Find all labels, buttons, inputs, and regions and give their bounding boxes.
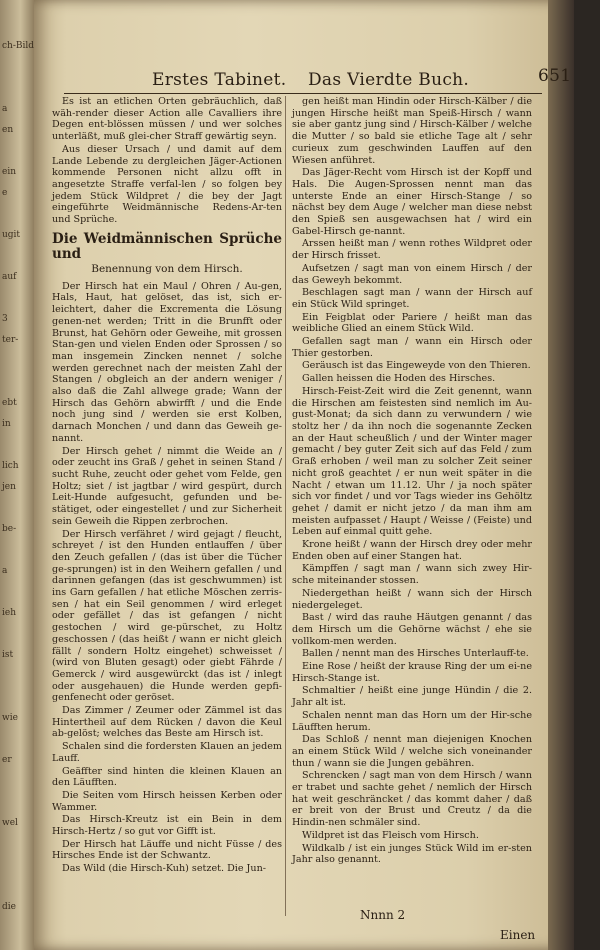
- prev-page-fragment: a: [2, 104, 8, 114]
- paragraph: Schmaltier / heißt eine junge Hündin / die 2. Jahr alt ist.: [292, 685, 532, 709]
- left-column: [52, 96, 282, 876]
- paragraph: Ballen / nennt man des Hirsches Unterlauff-te.: [302, 648, 529, 660]
- prev-page-fragment: ist: [2, 650, 14, 660]
- paragraph: Das Jäger-Recht vom Hirsch ist der Kopff und Hals. Die Augen-Sprossen nennt man das unterste Ende an einer Hirsch-Stange / so nächst bey dem Auge / welcher man diese nebst den Spieß sen ausgewachsen hat / wird ein Gabel-Hirsch ge-nannt.: [292, 167, 532, 237]
- prev-page-fragment: die: [2, 902, 16, 912]
- prev-page-fragment: wel: [2, 818, 18, 828]
- prev-page-fragment: ein: [2, 167, 17, 177]
- paragraph: Geäffter sind hinten die kleinen Klauen an den Läufften.: [52, 765, 282, 789]
- paragraph: Ein Feigblat oder Pariere / heißt man das weibliche Glied an einem Stück Wild.: [292, 311, 532, 335]
- paragraph: Das Wild (die Hirsch-Kuh) setzet. Die Jun-: [62, 863, 267, 875]
- section-heading: [52, 232, 282, 277]
- paragraph: Wildkalb / ist ein junges Stück Wild im er-sten Jahr also genannt.: [292, 842, 532, 866]
- prev-page-fragment: jen: [2, 482, 16, 492]
- header-left: Erstes Tabinet.: [152, 70, 287, 90]
- prev-page-fragment: ugit: [2, 230, 21, 240]
- prev-page-fragment: ebt: [2, 398, 17, 408]
- paragraph: Der Hirsch hat ein Maul / Ohren / Au-gen, Hals, Haut, hat gelöset, das ist, sich er-leichtert, daher die Excrementa die Lösung genen-net werden; Tritt in die Brunfft oder Brunst, hat Gehörn oder Geweihe, mit grossen Stan-gen und vielen Enden oder Sprossen / so man insgemein Zincken nennet / solche werden gerechnet nach der meisten Zahl der Stangen / obgleich an der andern weniger / also daß die Zahl allwege grade; Wann der Hirsch das Gehörn abwirfft / und die Ende noch jung sind / werden sie erst Kolben, darnach Monchen / und dann das Geweih ge-nannt.: [52, 280, 282, 444]
- catchword: Einen: [500, 928, 536, 942]
- paragraph: Der Hirsch hat Läuffe und nicht Füsse / des Hirsches Ende ist der Schwantz.: [52, 838, 282, 862]
- prev-page-fragment: ter-: [2, 335, 19, 345]
- paragraph: Wildpret ist das Fleisch vom Hirsch.: [302, 829, 479, 841]
- prev-page-fragment: lich: [2, 461, 19, 471]
- paragraph: Kämpffen / sagt man / wann sich zwey Hir-sche miteinander stossen.: [292, 563, 532, 587]
- column-divider: [285, 96, 286, 916]
- paragraph: Gallen heissen die Hoden des Hirsches.: [302, 373, 496, 385]
- paragraph: Das Zimmer / Zeumer oder Zämmel ist das Hintertheil auf dem Rücken / davon die Keul ab-gelöst; welches das Beste am Hirsch ist.: [52, 705, 282, 740]
- prev-page-fragment: auf: [2, 272, 17, 282]
- paragraph: Das Schloß / nennt man diejenigen Knochen an einem Stück Wild / welche sich voneinander thun / wann sie die Jungen gebähren.: [292, 734, 532, 769]
- previous-page-edge: [0, 0, 34, 950]
- paragraph: Arssen heißt man / wenn rothes Wildpret oder der Hirsch frisset.: [292, 238, 532, 262]
- paragraph: Es ist an etlichen Orten gebräuchlich, daß wäh-render dieser Action alle Cavalliers ihre Degen ent-blössen müssen / und wer solches unterläßt, muß glei-cher Straff gewärtig seyn.: [52, 96, 282, 143]
- prev-page-fragment: en: [2, 125, 14, 135]
- prev-page-fragment: ieh: [2, 608, 17, 618]
- paragraph: Gefallen sagt man / wann ein Hirsch oder Thier gestorben.: [292, 336, 532, 359]
- paragraph: Die Seiten vom Hirsch heissen Kerben oder Wammer.: [52, 789, 282, 813]
- paragraph: Der Hirsch verfähret / wird gejagt / fleucht, schreyet / ist den Hunden entlauffen / über den Zeuch gefallen / (das ist über die Tücher ge-sprungen) ist in den Weihern gefallen / und darinnen gefangen (das ist geschwummen) ist ins Garn gefallen / hat etliche Möschen zerris-sen / hat ein Seil genommen / wird erleget oder gefället / das ist gefangen / nicht gestochen / wird ge-pürschet, zu Holtz geschossen / (das heißt / wann er nicht gleich fällt / sondern Holtz eingehet) schweisset / (wird von Bluten gesagt) oder giebt Fährde / Gemerck / wird ausgewürckt (das ist / inlegt oder ausgehauen) die Hunde werden gepfi-genfenecht oder geröset.: [52, 528, 282, 704]
- paragraph: Schrencken / sagt man von dem Hirsch / wann er trabet und sachte gehet / nemlich der Hirsch hat weit geschräncket / das kommt daher / daß er breit von der Brust und Creutz / da die Hindin-nen schmäler sind.: [292, 770, 532, 829]
- paragraph: Hirsch-Feist-Zeit wird die Zeit genennt, wann die Hirschen am feistesten sind nemlich im Au-gust-Monat; da sich dann zu verwundern / wie stoltz her / da ihn noch die sogenannte Zecken an der Haut scheußlich / und der Winter mager gemacht / bey guter Zeit sich auf das Feld / zum Graß erhoben / weil man zu solcher Zeit seiner nicht groß geachtet / er nun weit später in die Nacht / etwan um 11.12. Uhr / ja noch später sich vor findet / und vor Tags wieder ins Gehöltz gehet / damit er nicht jetzo / da man ihm am meisten aufpasset / Haupt / Weisse / (Feiste) und Leben auf einmal quitt gehe.: [292, 385, 532, 538]
- prev-page-fragment: a: [2, 566, 8, 576]
- header-rule: [64, 93, 542, 94]
- paragraph: Geräusch ist das Eingeweyde von den Thieren.: [302, 360, 531, 372]
- paragraph: Aufsetzen / sagt man von einem Hirsch / der das Geweyh bekommt.: [292, 262, 532, 286]
- prev-page-fragment: e: [2, 188, 8, 198]
- paragraph: gen heißt man Hindin oder Hirsch-Kälber / die jungen Hirsche heißt man Speiß-Hirsch / wann sie aber gantz jung sind / Hirsch-Kälber / welche die Mutter / so bald sie etliche Tage alt / sehr curieux zum geschwinden Lauffen auf den Wiesen anführet.: [292, 96, 532, 166]
- prev-page-fragment: 3: [2, 314, 8, 324]
- paragraph: Das Hirsch-Kreutz ist ein Bein in dem Hirsch-Hertz / so gut vor Gifft ist.: [52, 814, 282, 838]
- prev-page-fragment: in: [2, 419, 11, 429]
- paragraph: Schalen nennt man das Horn um der Hir-sche Läufften herum.: [292, 709, 532, 733]
- paragraph: Eine Rose / heißt der krause Ring der um ei-ne Hirsch-Stange ist.: [292, 661, 532, 684]
- prev-page-fragment: er: [2, 755, 12, 765]
- right-column: [292, 96, 532, 867]
- page-number: 651: [538, 66, 572, 86]
- prev-page-fragment: wie: [2, 713, 18, 723]
- header-title: Das Vierdte Buch.: [308, 70, 470, 90]
- paragraph: Bast / wird das rauhe Häutgen genannt / das dem Hirsch um die Gehörne wächst / ehe sie vollkom-men werden.: [292, 612, 532, 647]
- prev-page-fragment: ch-Bild: [2, 41, 34, 51]
- paragraph: Krone heißt / wann der Hirsch drey oder mehr Enden oben auf einer Stangen hat.: [292, 539, 532, 562]
- running-header: [64, 66, 572, 94]
- paragraph: Beschlagen sagt man / wann der Hirsch auf ein Stück Wild springet.: [292, 287, 532, 310]
- paragraph: Aus dieser Ursach / und damit auf dem Lande Lebende zu dergleichen Jäger-Actionen kommende Personen nicht allzu offt in angesetzte Straffe verfal-len / so folgen bey jedem Stück Wildpret / die bey der Jagt eingeführte Weidmännische Redens-Ar-ten und Sprüche.: [52, 143, 282, 226]
- signature-mark: Nnnn 2: [360, 908, 406, 922]
- paragraph: Niedergethan heißt / wann sich der Hirsch niedergeleget.: [292, 587, 532, 611]
- paragraph: Schalen sind die fordersten Klauen an jedem Lauff.: [52, 741, 282, 764]
- prev-page-fragment: be-: [2, 524, 17, 534]
- section-heading-subtitle: Benennung von dem Hirsch.: [91, 262, 243, 275]
- book-edge: [548, 0, 574, 950]
- paragraph: Der Hirsch gehet / nimmt die Weide an / oder zeucht ins Graß / gehet in seinen Stand / sucht Ruhe, zeucht oder gehet vom Felde, gen Holtz; siet / ist jagtbar / wird gespürt, durch Leit-Hunde aufgesucht, gefunden und be-stätiget, oder eingestellet / und zur Sicherheit sein Geweih die Rippen zerbrochen.: [52, 445, 282, 527]
- section-heading-title: Die Weidmännischen Sprüche und: [52, 230, 282, 262]
